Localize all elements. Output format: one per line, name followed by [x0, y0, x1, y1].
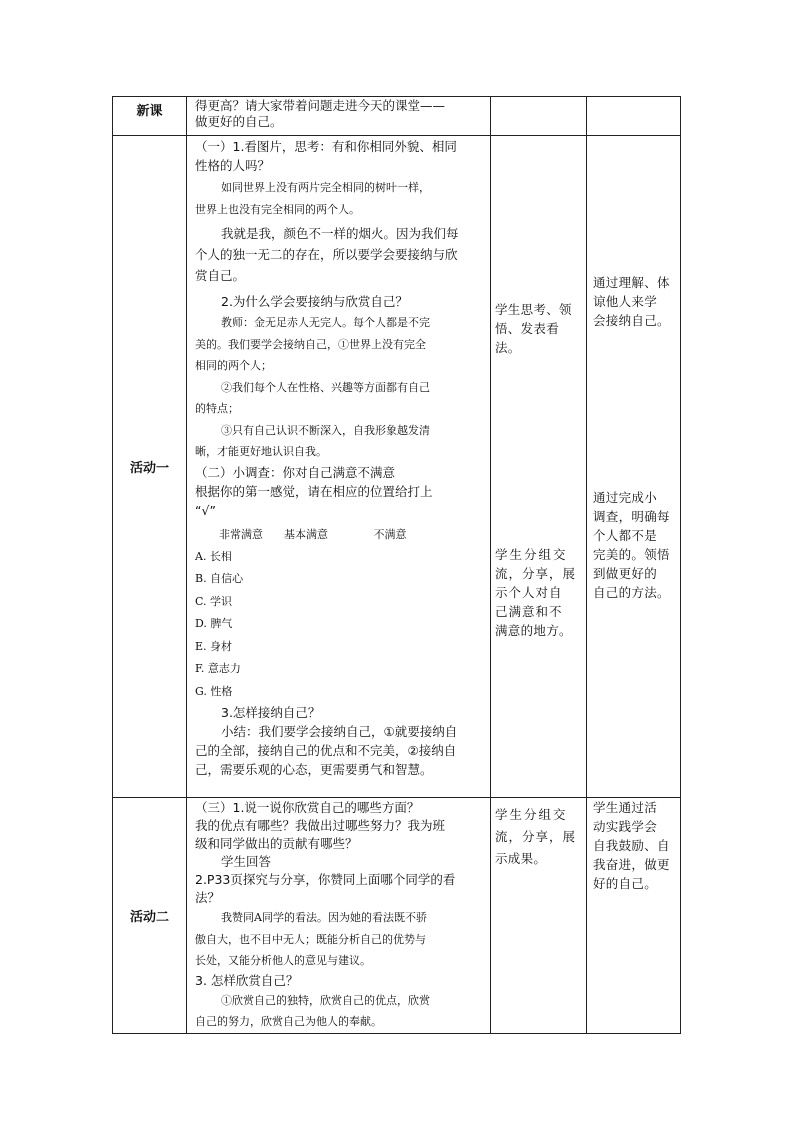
scale-very-satisfied: 非常满意 [219, 527, 263, 541]
activity-1-student-cell [491, 136, 587, 798]
text-line: 会接纳自己。 [593, 313, 670, 328]
text-line: 赏自己。 [195, 268, 246, 283]
text-line: 我赞同A同学的看法。因为她的看法既不骄 [221, 911, 427, 924]
text-line: 我的优点有哪些？我做出过哪些努力？我为班 [195, 818, 446, 833]
text-line: 自己的方法。 [593, 585, 670, 600]
survey-option: B. 自信心 [195, 572, 244, 585]
text-line: 个人的独一无二的存在，所以要学会要接纳与欣 [195, 247, 458, 262]
text-line: 自己的努力，欣赏自己为他人的奉献。 [195, 1015, 382, 1028]
survey-option: E. 身材 [195, 639, 233, 653]
text-line: 小结：我们要学会接纳自己，①就要接纳自 [221, 724, 458, 739]
text-line: 法？ [195, 890, 221, 905]
activity-1-intent-cell [587, 136, 681, 798]
text-line: 学生分组交 [495, 807, 568, 822]
text-line: 性格的人吗？ [195, 158, 271, 173]
row-label-new-lesson: 新课 [113, 97, 187, 136]
text-line: 得更高？请大家带着问题走进今天的课堂—— [195, 98, 446, 113]
row-new-lesson [113, 97, 681, 136]
text-line: 示个人对自 [495, 585, 563, 600]
text-line: 我奋进，做更 [593, 857, 670, 872]
text-line: ②我们每个人在性格、兴趣等方面都有自己 [221, 380, 430, 394]
row-label-activity-2: 活动二 [113, 798, 187, 1034]
text-line: 到做更好的 [593, 566, 658, 581]
text-line: 流，分享，展 [495, 829, 577, 844]
question-3: 3. 怎样欣赏自己？ [195, 972, 299, 988]
text-line: 流，分享，展 [495, 566, 577, 581]
survey-option: G. 性格 [195, 684, 233, 698]
text-line: 悟、发表看法。 [495, 321, 560, 355]
question-2: 2.为什么学会要接纳与欣赏自己？ [221, 294, 408, 309]
text-line: （一）1.看图片，思考：有和你相同外貌、相同 [195, 139, 457, 154]
text-line: ①欣赏自己的独特，欣赏自己的优点，欣赏 [221, 993, 430, 1007]
question-3: 3.怎样接纳自己？ [221, 705, 321, 720]
survey-option: D. 脾气 [195, 617, 233, 630]
text-line: 相同的两个人； [195, 359, 272, 372]
text-line: 晰，才能更好地认识自我。 [195, 445, 327, 458]
text-line: 学生通过活 [593, 800, 658, 815]
text-line: 好的自己。 [593, 876, 658, 891]
activity-2-student-cell [491, 798, 587, 1034]
text-line: 己，需要乐观的心态，更需要勇气和智慧。 [195, 762, 433, 777]
text-line: 个人都不是 [593, 528, 658, 543]
row-label-activity-1: 活动一 [113, 136, 187, 798]
text-line: “√” [195, 502, 216, 518]
new-lesson-content [187, 97, 491, 136]
activity-2-content [187, 798, 491, 1034]
text-line: 学生思考、领 [495, 302, 572, 317]
text-line: 做更好的自己。 [195, 114, 283, 129]
activity-1-content [187, 136, 491, 798]
survey-option: A. 长相 [195, 549, 232, 563]
text-line: 世界上也没有完全相同的两个人。 [195, 202, 360, 216]
text-line: 谅他人来学 [593, 294, 658, 309]
text-line: 满意的地方。 [495, 623, 572, 638]
text-line: 学生分组交 [495, 547, 568, 562]
new-lesson-student-cell [491, 97, 587, 136]
row-activity-2 [113, 798, 681, 1034]
text-line: 我就是我，颜色不一样的烟火。因为我们每 [221, 226, 459, 241]
text-line: 长处，又能分析他人的意见与建议。 [195, 954, 371, 967]
text-line: 根据你的第一感觉，请在相应的位置给打上 [195, 483, 433, 499]
text-line: 自我鼓励、自 [593, 838, 670, 853]
text-line: 通过完成小 [593, 490, 658, 505]
survey-title: （二）小调查：你对自己满意不满意 [195, 464, 396, 480]
lesson-plan-table [112, 96, 681, 1034]
text-line: 完美的。领悟 [593, 547, 670, 562]
question-2: 2.P33页探究与分享，你赞同上面哪个同学的看 [195, 872, 456, 887]
text-line: 动实践学会 [593, 819, 658, 834]
text-line: 级和同学做出的贡献有哪些？ [195, 836, 358, 851]
survey-scale [195, 524, 484, 546]
text-line: 如同世界上没有两片完全相同的树叶一样， [221, 181, 430, 194]
text-line: 示成果。 [495, 851, 547, 866]
text-line: 通过理解、体 [593, 275, 670, 290]
text-line: 己的全部，接纳自己的优点和不完美，②接纳自 [195, 743, 457, 758]
text-line: 教师：金无足赤人无完人。每个人都是不完 [221, 316, 430, 329]
text-line: 学生回答 [221, 854, 272, 869]
survey-option: C. 学识 [195, 594, 233, 608]
text-line: 的特点； [195, 402, 239, 415]
scale-basically-satisfied: 基本满意 [283, 527, 328, 541]
row-activity-1 [113, 136, 681, 798]
text-line: 傲自大，也不目中无人；既能分析自己的优势与 [195, 932, 426, 946]
text-line: ③只有自己认识不断深入，自我形象越发清 [221, 423, 430, 437]
text-line: 调查，明确每 [593, 509, 670, 524]
activity-2-intent-cell [587, 798, 681, 1034]
scale-not-satisfied: 不满意 [373, 527, 407, 541]
text-line: 己满意和不 [495, 604, 563, 619]
survey-option: F. 意志力 [195, 662, 241, 675]
question-1: （三）1.说一说你欣赏自己的哪些方面？ [195, 800, 420, 815]
text-line: 美的。我们要学会接纳自己，①世界上没有完全 [195, 337, 426, 351]
new-lesson-intent-cell [587, 97, 681, 136]
